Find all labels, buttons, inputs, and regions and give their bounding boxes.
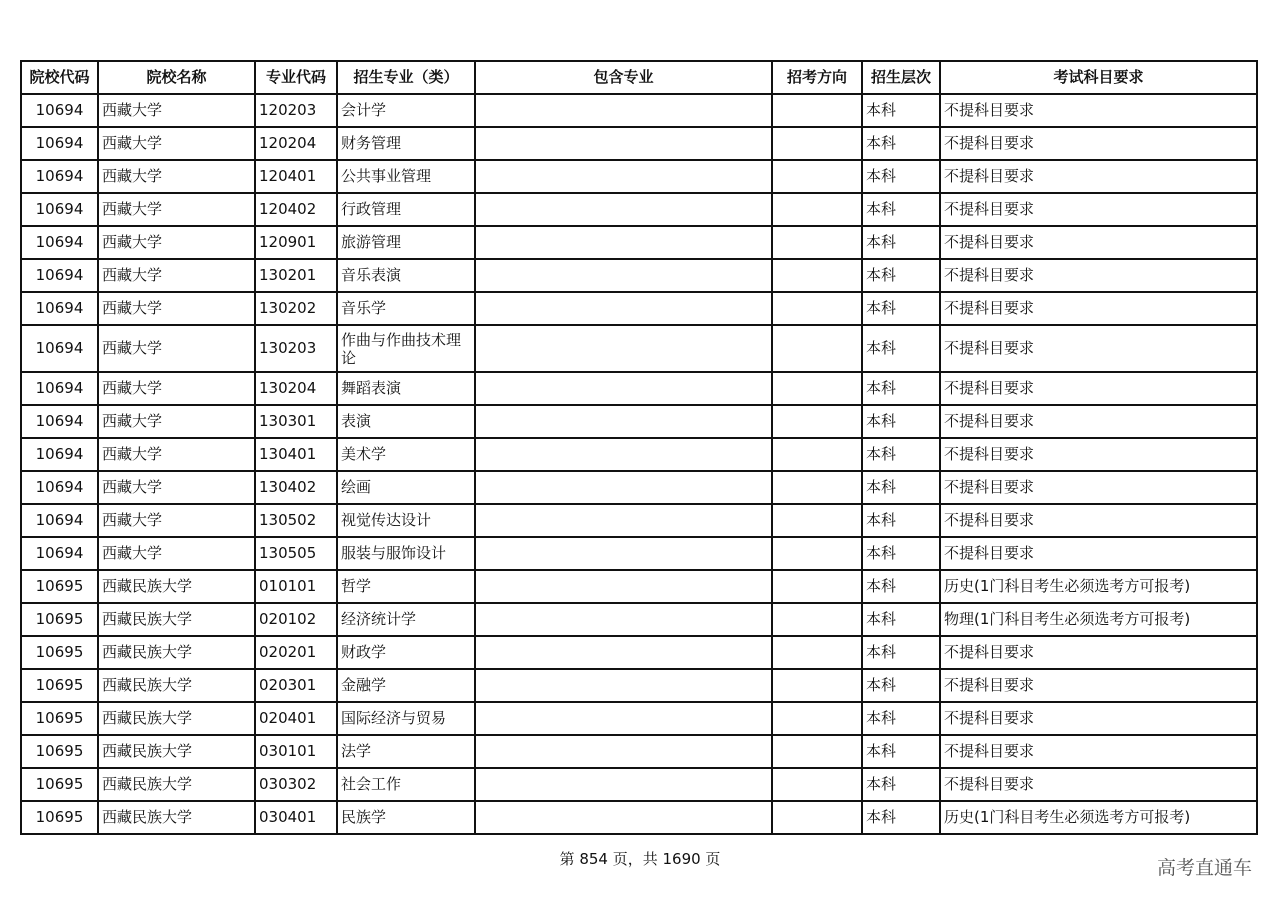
direction-cell xyxy=(772,636,862,669)
level-cell: 本科 xyxy=(862,226,940,259)
included-majors-cell xyxy=(475,504,772,537)
direction-cell xyxy=(772,504,862,537)
level-cell: 本科 xyxy=(862,504,940,537)
included-majors-cell xyxy=(475,570,772,603)
subject-requirement-cell: 历史(1门科目考生必须选考方可报考) xyxy=(940,570,1257,603)
major-code-cell: 120203 xyxy=(255,94,337,127)
admissions-table xyxy=(20,60,1258,835)
major-cell: 哲学 xyxy=(337,570,475,603)
level-cell: 本科 xyxy=(862,669,940,702)
major-code-cell: 020401 xyxy=(255,702,337,735)
level-cell: 本科 xyxy=(862,94,940,127)
school-code-cell: 10694 xyxy=(21,438,98,471)
major-cell: 表演 xyxy=(337,405,475,438)
table-row xyxy=(21,570,1257,603)
school-name-cell: 西藏大学 xyxy=(98,160,255,193)
subject-requirement-cell: 历史(1门科目考生必须选考方可报考) xyxy=(940,801,1257,834)
school-code-cell: 10694 xyxy=(21,259,98,292)
level-cell: 本科 xyxy=(862,636,940,669)
school-name-cell: 西藏大学 xyxy=(98,127,255,160)
subject-requirement-cell: 不提科目要求 xyxy=(940,768,1257,801)
table-row xyxy=(21,193,1257,226)
table-row xyxy=(21,768,1257,801)
table-row xyxy=(21,160,1257,193)
school-code-cell: 10695 xyxy=(21,603,98,636)
subject-requirement-cell: 不提科目要求 xyxy=(940,372,1257,405)
major-code-cell: 030302 xyxy=(255,768,337,801)
level-cell: 本科 xyxy=(862,405,940,438)
school-code-cell: 10694 xyxy=(21,160,98,193)
level-cell: 本科 xyxy=(862,801,940,834)
school-name-cell: 西藏大学 xyxy=(98,438,255,471)
level-cell: 本科 xyxy=(862,768,940,801)
school-name-cell: 西藏大学 xyxy=(98,193,255,226)
major-cell: 法学 xyxy=(337,735,475,768)
school-name-cell: 西藏大学 xyxy=(98,504,255,537)
school-name-cell: 西藏民族大学 xyxy=(98,669,255,702)
table-row xyxy=(21,438,1257,471)
header-school-name: 院校名称 xyxy=(98,61,255,94)
major-cell: 音乐表演 xyxy=(337,259,475,292)
included-majors-cell xyxy=(475,669,772,702)
level-cell: 本科 xyxy=(862,292,940,325)
school-code-cell: 10695 xyxy=(21,801,98,834)
level-cell: 本科 xyxy=(862,537,940,570)
direction-cell xyxy=(772,292,862,325)
major-code-cell: 020201 xyxy=(255,636,337,669)
included-majors-cell xyxy=(475,160,772,193)
major-cell: 行政管理 xyxy=(337,193,475,226)
school-code-cell: 10694 xyxy=(21,193,98,226)
table-row xyxy=(21,801,1257,834)
major-cell: 绘画 xyxy=(337,471,475,504)
header-major-code: 专业代码 xyxy=(255,61,337,94)
school-name-cell: 西藏大学 xyxy=(98,537,255,570)
major-code-cell: 120401 xyxy=(255,160,337,193)
table-row xyxy=(21,127,1257,160)
major-code-cell: 130201 xyxy=(255,259,337,292)
table-row xyxy=(21,735,1257,768)
direction-cell xyxy=(772,768,862,801)
page-number: 第 854 页，共 1690 页 xyxy=(559,850,721,868)
major-code-cell: 120901 xyxy=(255,226,337,259)
included-majors-cell xyxy=(475,325,772,372)
header-school-code: 院校代码 xyxy=(21,61,98,94)
table-row xyxy=(21,603,1257,636)
direction-cell xyxy=(772,193,862,226)
included-majors-cell xyxy=(475,94,772,127)
header-direction: 招考方向 xyxy=(772,61,862,94)
included-majors-cell xyxy=(475,768,772,801)
major-cell: 财政学 xyxy=(337,636,475,669)
major-code-cell: 120204 xyxy=(255,127,337,160)
school-name-cell: 西藏大学 xyxy=(98,226,255,259)
included-majors-cell xyxy=(475,603,772,636)
level-cell: 本科 xyxy=(862,702,940,735)
major-code-cell: 030401 xyxy=(255,801,337,834)
major-cell: 舞蹈表演 xyxy=(337,372,475,405)
included-majors-cell xyxy=(475,735,772,768)
school-code-cell: 10695 xyxy=(21,735,98,768)
school-code-cell: 10694 xyxy=(21,471,98,504)
level-cell: 本科 xyxy=(862,259,940,292)
school-name-cell: 西藏大学 xyxy=(98,325,255,372)
table-row xyxy=(21,292,1257,325)
subject-requirement-cell: 不提科目要求 xyxy=(940,160,1257,193)
table-row xyxy=(21,94,1257,127)
table-row xyxy=(21,702,1257,735)
included-majors-cell xyxy=(475,292,772,325)
direction-cell xyxy=(772,801,862,834)
level-cell: 本科 xyxy=(862,193,940,226)
subject-requirement-cell: 不提科目要求 xyxy=(940,127,1257,160)
level-cell: 本科 xyxy=(862,372,940,405)
major-cell: 作曲与作曲技术理论 xyxy=(337,325,475,372)
school-name-cell: 西藏民族大学 xyxy=(98,603,255,636)
table-row xyxy=(21,226,1257,259)
major-code-cell: 130401 xyxy=(255,438,337,471)
subject-requirement-cell: 不提科目要求 xyxy=(940,636,1257,669)
included-majors-cell xyxy=(475,405,772,438)
school-name-cell: 西藏民族大学 xyxy=(98,735,255,768)
school-name-cell: 西藏大学 xyxy=(98,471,255,504)
school-code-cell: 10695 xyxy=(21,768,98,801)
direction-cell xyxy=(772,160,862,193)
table-row xyxy=(21,636,1257,669)
major-cell: 旅游管理 xyxy=(337,226,475,259)
school-code-cell: 10695 xyxy=(21,702,98,735)
school-name-cell: 西藏大学 xyxy=(98,259,255,292)
school-code-cell: 10694 xyxy=(21,405,98,438)
major-code-cell: 020301 xyxy=(255,669,337,702)
level-cell: 本科 xyxy=(862,160,940,193)
subject-requirement-cell: 不提科目要求 xyxy=(940,438,1257,471)
direction-cell xyxy=(772,735,862,768)
subject-requirement-cell: 物理(1门科目考生必须选考方可报考) xyxy=(940,603,1257,636)
school-code-cell: 10694 xyxy=(21,504,98,537)
header-level: 招生层次 xyxy=(862,61,940,94)
major-cell: 音乐学 xyxy=(337,292,475,325)
major-cell: 经济统计学 xyxy=(337,603,475,636)
included-majors-cell xyxy=(475,372,772,405)
major-cell: 金融学 xyxy=(337,669,475,702)
major-cell: 国际经济与贸易 xyxy=(337,702,475,735)
direction-cell xyxy=(772,325,862,372)
major-code-cell: 030101 xyxy=(255,735,337,768)
major-cell: 会计学 xyxy=(337,94,475,127)
included-majors-cell xyxy=(475,193,772,226)
table-row xyxy=(21,259,1257,292)
major-code-cell: 130505 xyxy=(255,537,337,570)
school-code-cell: 10694 xyxy=(21,372,98,405)
included-majors-cell xyxy=(475,438,772,471)
major-code-cell: 130502 xyxy=(255,504,337,537)
major-code-cell: 010101 xyxy=(255,570,337,603)
level-cell: 本科 xyxy=(862,325,940,372)
subject-requirement-cell: 不提科目要求 xyxy=(940,226,1257,259)
subject-requirement-cell: 不提科目要求 xyxy=(940,735,1257,768)
table-row xyxy=(21,405,1257,438)
level-cell: 本科 xyxy=(862,735,940,768)
direction-cell xyxy=(772,226,862,259)
included-majors-cell xyxy=(475,226,772,259)
included-majors-cell xyxy=(475,127,772,160)
school-code-cell: 10694 xyxy=(21,94,98,127)
direction-cell xyxy=(772,127,862,160)
subject-requirement-cell: 不提科目要求 xyxy=(940,292,1257,325)
table-body xyxy=(21,94,1257,834)
school-code-cell: 10694 xyxy=(21,226,98,259)
major-code-cell: 120402 xyxy=(255,193,337,226)
direction-cell xyxy=(772,438,862,471)
direction-cell xyxy=(772,537,862,570)
subject-requirement-cell: 不提科目要求 xyxy=(940,193,1257,226)
direction-cell xyxy=(772,603,862,636)
table-row xyxy=(21,504,1257,537)
major-cell: 视觉传达设计 xyxy=(337,504,475,537)
school-code-cell: 10694 xyxy=(21,292,98,325)
direction-cell xyxy=(772,94,862,127)
direction-cell xyxy=(772,405,862,438)
subject-requirement-cell: 不提科目要求 xyxy=(940,94,1257,127)
header-included-majors: 包含专业 xyxy=(475,61,772,94)
subject-requirement-cell: 不提科目要求 xyxy=(940,405,1257,438)
school-name-cell: 西藏大学 xyxy=(98,94,255,127)
included-majors-cell xyxy=(475,801,772,834)
direction-cell xyxy=(772,669,862,702)
school-code-cell: 10694 xyxy=(21,127,98,160)
school-code-cell: 10695 xyxy=(21,636,98,669)
school-name-cell: 西藏大学 xyxy=(98,372,255,405)
direction-cell xyxy=(772,372,862,405)
level-cell: 本科 xyxy=(862,570,940,603)
major-code-cell: 130402 xyxy=(255,471,337,504)
direction-cell xyxy=(772,471,862,504)
major-cell: 公共事业管理 xyxy=(337,160,475,193)
subject-requirement-cell: 不提科目要求 xyxy=(940,702,1257,735)
school-name-cell: 西藏民族大学 xyxy=(98,570,255,603)
major-cell: 财务管理 xyxy=(337,127,475,160)
major-cell: 民族学 xyxy=(337,801,475,834)
direction-cell xyxy=(772,702,862,735)
table-row xyxy=(21,537,1257,570)
direction-cell xyxy=(772,570,862,603)
school-name-cell: 西藏民族大学 xyxy=(98,768,255,801)
level-cell: 本科 xyxy=(862,471,940,504)
level-cell: 本科 xyxy=(862,603,940,636)
major-cell: 社会工作 xyxy=(337,768,475,801)
major-code-cell: 130301 xyxy=(255,405,337,438)
subject-requirement-cell: 不提科目要求 xyxy=(940,325,1257,372)
table-row xyxy=(21,325,1257,372)
included-majors-cell xyxy=(475,259,772,292)
major-code-cell: 130204 xyxy=(255,372,337,405)
school-code-cell: 10695 xyxy=(21,669,98,702)
school-code-cell: 10694 xyxy=(21,537,98,570)
major-code-cell: 130203 xyxy=(255,325,337,372)
included-majors-cell xyxy=(475,471,772,504)
included-majors-cell xyxy=(475,702,772,735)
table-row xyxy=(21,372,1257,405)
level-cell: 本科 xyxy=(862,127,940,160)
header-row xyxy=(21,61,1257,94)
major-cell: 美术学 xyxy=(337,438,475,471)
school-code-cell: 10695 xyxy=(21,570,98,603)
direction-cell xyxy=(772,259,862,292)
major-cell: 服装与服饰设计 xyxy=(337,537,475,570)
school-name-cell: 西藏大学 xyxy=(98,405,255,438)
major-code-cell: 130202 xyxy=(255,292,337,325)
school-name-cell: 西藏民族大学 xyxy=(98,702,255,735)
subject-requirement-cell: 不提科目要求 xyxy=(940,471,1257,504)
header-subject-requirements: 考试科目要求 xyxy=(940,61,1257,94)
school-code-cell: 10694 xyxy=(21,325,98,372)
subject-requirement-cell: 不提科目要求 xyxy=(940,669,1257,702)
subject-requirement-cell: 不提科目要求 xyxy=(940,259,1257,292)
subject-requirement-cell: 不提科目要求 xyxy=(940,537,1257,570)
header-major: 招生专业（类） xyxy=(337,61,475,94)
major-code-cell: 020102 xyxy=(255,603,337,636)
school-name-cell: 西藏民族大学 xyxy=(98,801,255,834)
school-name-cell: 西藏民族大学 xyxy=(98,636,255,669)
school-name-cell: 西藏大学 xyxy=(98,292,255,325)
level-cell: 本科 xyxy=(862,438,940,471)
included-majors-cell xyxy=(475,537,772,570)
table-row xyxy=(21,471,1257,504)
included-majors-cell xyxy=(475,636,772,669)
table-row xyxy=(21,669,1257,702)
watermark-logo-text: 高考直通车 xyxy=(1156,857,1252,879)
subject-requirement-cell: 不提科目要求 xyxy=(940,504,1257,537)
